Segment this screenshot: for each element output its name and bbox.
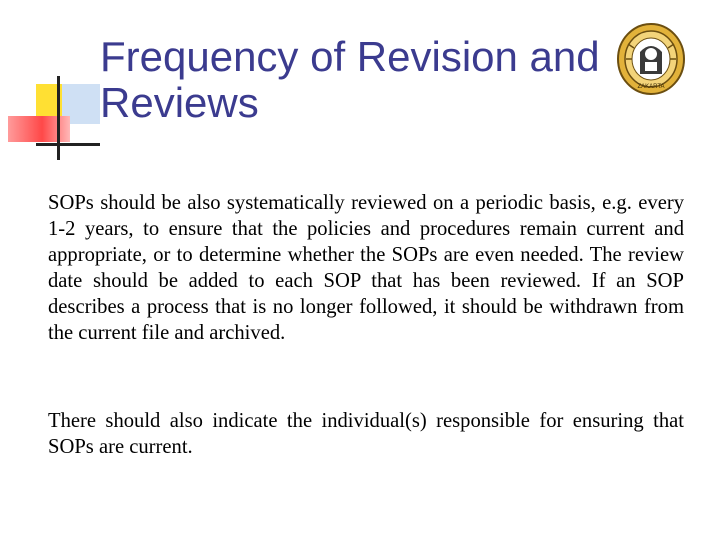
slide-title	[100, 34, 620, 126]
body-paragraph-2: There should also indicate the individual(s) responsible for ensuring that SOPs are current.	[48, 410, 684, 458]
title-line-1: Frequency of Revision and	[100, 33, 600, 80]
decorative-red-bar	[8, 116, 70, 142]
title-line-2: Reviews	[100, 79, 259, 126]
decorative-horizontal-line	[36, 143, 100, 146]
logo-caption: ZAKARTA	[637, 84, 665, 90]
university-seal-icon	[616, 22, 686, 96]
decorative-vertical-line	[57, 76, 60, 160]
body-paragraph-1: SOPs should be also systematically reviewed on a periodic basis, e.g. every 1-2 years, to ensure that the policies and procedures remain current and appropriate, or to determine whether the SOPs are even needed. The review date should be added to each SOP that has been reviewed. If an SOP describes a process that is no longer followed, it should be withdrawn from the current file and archived.	[48, 192, 684, 344]
